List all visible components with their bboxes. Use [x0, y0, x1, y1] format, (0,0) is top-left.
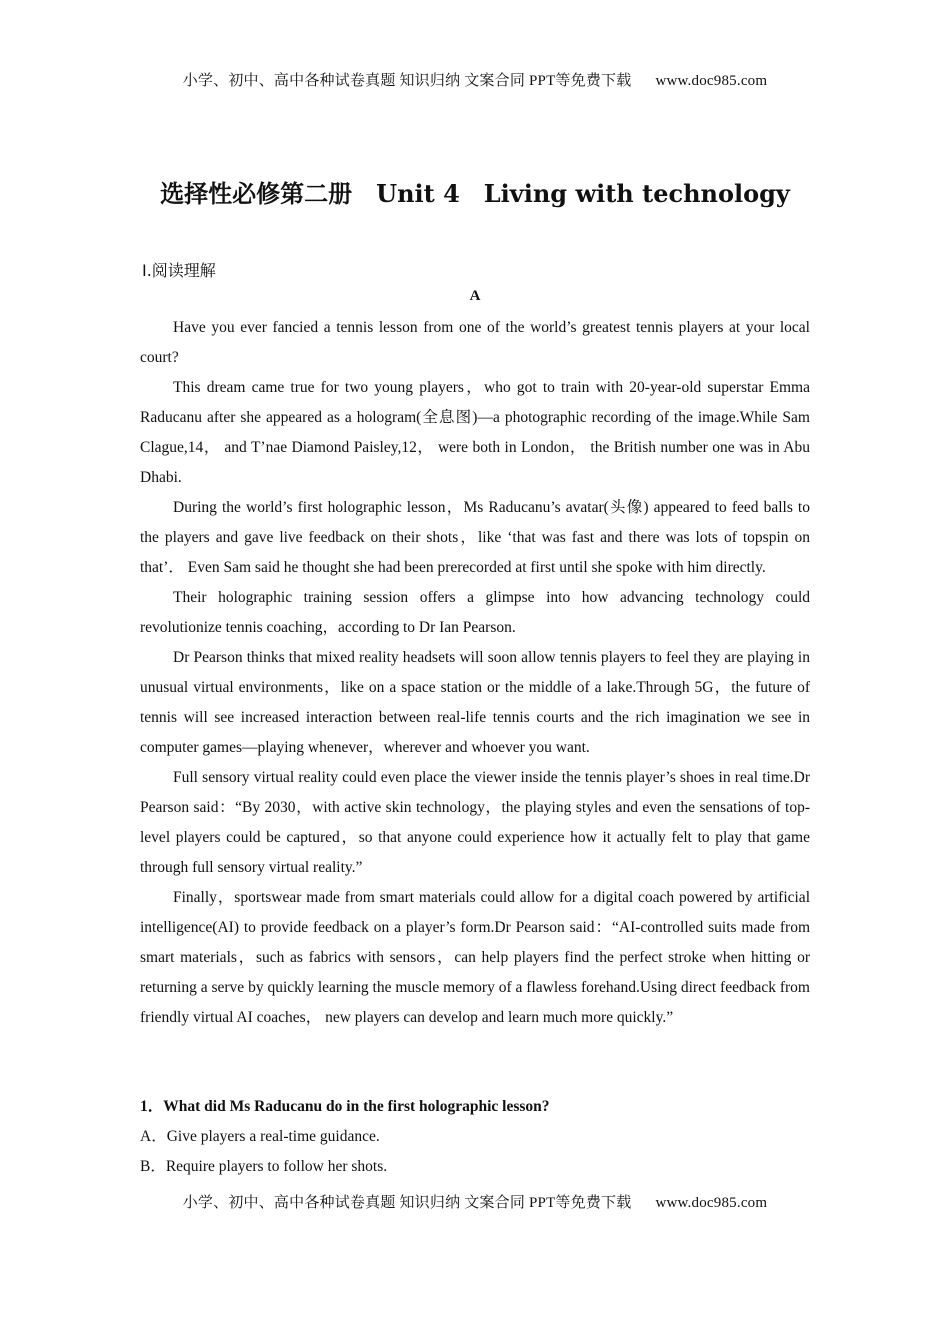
passage-label: A: [469, 288, 481, 304]
page-footer: [0, 1191, 950, 1212]
header-site-link[interactable]: www.doc985.com: [655, 73, 768, 89]
question-stem: 1．What did Ms Raducanu do in the first holographic lesson?: [140, 1098, 550, 1115]
title-book: 选择性必修第二册: [160, 179, 353, 208]
footer-site-link[interactable]: www.doc985.com: [655, 1195, 768, 1211]
title-topic: Living with technology: [483, 179, 790, 208]
section-heading: Ⅰ.阅读理解: [142, 261, 216, 280]
page-title: [0, 174, 950, 209]
paragraph: During the world’s first holographic lesson，Ms Raducanu’s avatar(头像) appeared to feed balls to the players and gave live feedback on their shots，like ‘that was fast and there was lots of topspin on that’． Even Sam said he thought she had been prerecorded at first until she spoke with him directly.: [140, 499, 810, 576]
page-header: [0, 69, 950, 90]
title-unit: Unit 4: [376, 179, 460, 208]
paragraph: Have you ever fancied a tennis lesson from one of the world’s greatest tennis players at your local court?: [140, 319, 810, 366]
footer-promo-text: 小学、初中、高中各种试卷真题 知识归纳 文案合同 PPT等免费下载: [182, 1195, 632, 1211]
passage-body: [140, 313, 810, 1033]
paragraph: Their holographic training session offers a glimpse into how advancing technology could revolutionize tennis coaching，according to Dr Ian Pearson.: [140, 589, 810, 636]
header-promo-text: 小学、初中、高中各种试卷真题 知识归纳 文案合同 PPT等免费下载: [182, 73, 632, 89]
paragraph: Finally，sportswear made from smart materials could allow for a digital coach powered by artificial intelligence(AI) to provide feedback on a player’s form.Dr Pearson said：“AI-controlled suits made from smart materials，such as fabrics with sensors，can help players find the perfect stroke when hitting or returning a serve by quickly learning the muscle memory of a flawless forehand.Using direct feedback from friendly virtual AI coaches， new players can develop and learn much more quickly.”: [140, 889, 810, 1026]
paragraph: This dream came true for two young players，who got to train with 20-year-old superstar Emma Raducanu after she appeared as a hologram(全息图)—a photographic recording of the image.While Sam Clague,14， and T’nae Diamond Paisley,12， were both in London， the British number one was in Abu Dhabi.: [140, 379, 810, 486]
question-option-a: A．Give players a real-time guidance.: [140, 1128, 380, 1145]
paragraph: Full sensory virtual reality could even place the viewer inside the tennis player’s shoes in real time.Dr Pearson said：“By 2030，with active skin technology，the playing styles and even the sensations of top-level players could be captured，so that anyone could experience how it actually felt to play that game through full sensory virtual reality.”: [140, 769, 810, 876]
paragraph: Dr Pearson thinks that mixed reality headsets will soon allow tennis players to feel they are playing in unusual virtual environments，like on a space station or the middle of a lake.Through 5G，the future of tennis will see increased interaction between real-life tennis courts and the rich imagination we see in computer games—playing whenever，wherever and whoever you want.: [140, 649, 810, 756]
question-option-b: B．Require players to follow her shots.: [140, 1158, 388, 1175]
